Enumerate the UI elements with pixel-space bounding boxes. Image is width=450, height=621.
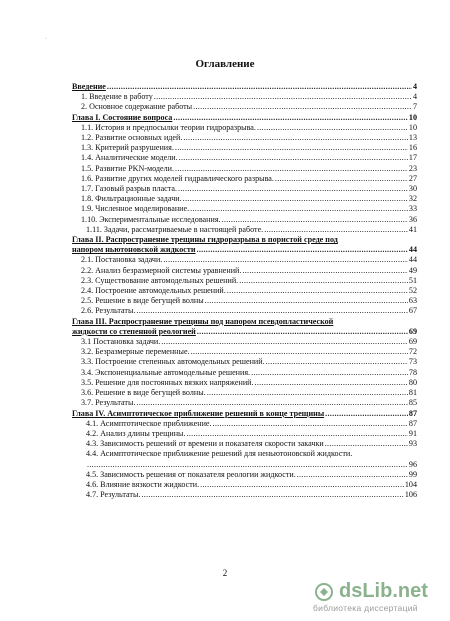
toc-leader-dots (191, 347, 408, 357)
toc-leader-dots (136, 306, 407, 316)
toc-page-number: 87 (408, 418, 417, 428)
watermark-subtitle: библиотека диссертаций (313, 603, 418, 613)
page-number: 2 (222, 568, 228, 578)
toc-entry-label: 1.9. Численное моделирование. (81, 204, 190, 214)
toc-entry-label: 1.8. Фильтрационные задачи. (81, 194, 182, 204)
toc-entry-label: 1.6. Развитие других моделей гидравлического разрыва. (81, 173, 274, 183)
toc-leader-dots (187, 429, 408, 439)
toc-item-row (72, 429, 417, 439)
toc-item-row (72, 419, 417, 429)
toc-chapter-row (72, 409, 417, 419)
toc-leader-dots (325, 409, 408, 419)
watermark-logo-text: dsLib.net (339, 580, 428, 602)
toc-leader-dots (255, 378, 408, 388)
toc-leader-dots (207, 388, 408, 398)
toc-page-number: 63 (408, 296, 417, 306)
toc-chapter-row (72, 235, 417, 245)
toc-leader-dots (275, 174, 408, 184)
toc-leader-dots (193, 102, 412, 112)
toc-page-number: 10 (408, 112, 417, 122)
toc-leader-dots (257, 123, 408, 133)
toc-item-row (72, 337, 417, 347)
toc-entry-label: напором ньютоновской жидкости (72, 245, 196, 255)
toc-leader-dots (200, 480, 404, 490)
toc-leader-dots (163, 255, 408, 265)
toc-entry-label: 1.11. Задачи, рассматриваемые в настоящей работе. (86, 224, 264, 234)
toc-item-row (72, 398, 417, 408)
toc-item-row (72, 296, 417, 306)
toc-item-row (72, 470, 417, 480)
toc-page-number: 44 (408, 255, 417, 265)
toc-entry-label: 3.3. Построение степенных автомодельных решений. (81, 357, 265, 367)
toc-page-number: 106 (404, 490, 417, 500)
toc-page-number: 87 (408, 408, 417, 418)
toc-page-number: 16 (408, 143, 417, 153)
toc-entry-label: 4.7. Результаты. (86, 490, 141, 500)
toc-page-number: 93 (408, 439, 417, 449)
toc-item-row (72, 286, 417, 296)
toc-page-number: 72 (408, 347, 417, 357)
toc-entry-label: 1.4. Аналитические модели. (81, 153, 178, 163)
toc-leader-dots (190, 204, 408, 214)
toc-item-row (72, 306, 417, 316)
toc-item-row (72, 449, 417, 459)
toc-page-number: 96 (408, 459, 417, 469)
toc-page-number: 52 (408, 286, 417, 296)
toc-page-number: 51 (408, 275, 417, 285)
toc-entry-label: 3.7. Результаты. (81, 398, 136, 408)
toc-item-row (72, 215, 417, 225)
toc-leader-dots (197, 327, 408, 337)
toc-item-row (72, 490, 417, 500)
toc-entry-label: 2. Основное содержание работы (81, 102, 193, 112)
toc-leader-dots (173, 113, 408, 123)
toc-page-number: 69 (408, 337, 417, 347)
toc-entry-label: 4.2. Анализ длины трещины. (86, 428, 186, 438)
toc-entry-label: 2.3. Существование автомодельных решений. (81, 275, 239, 285)
toc-item-row (72, 174, 417, 184)
toc-entry-label: 3.5. Решение для постоянных вязких напряжений. (81, 377, 254, 387)
toc-item-row (72, 225, 417, 235)
toc-entry-label: 2.6. Результаты. (81, 306, 136, 316)
toc-entry-label: 1.3. Критерий разрушения. (81, 143, 174, 153)
watermark (313, 580, 438, 616)
table-of-contents (72, 82, 417, 500)
toc-page-number: 104 (404, 479, 417, 489)
toc-item-row (72, 276, 417, 286)
toc-item-row (72, 378, 417, 388)
toc-entry-label: 2.5. Решение в виде бегущей волны (81, 296, 204, 306)
toc-entry-label: жидкости со степенной реологией (72, 326, 196, 336)
toc-entry-label: 1.5. Развитие PKN-модели. (81, 163, 175, 173)
toc-item-row (72, 480, 417, 490)
toc-leader-dots (325, 439, 408, 449)
toc-entry-label: 4.6. Влияние вязкости жидкости. (86, 479, 200, 489)
toc-item-row (72, 153, 417, 163)
toc-leader-dots (222, 215, 408, 225)
toc-leader-dots (205, 296, 408, 306)
dslib-logo-icon (315, 583, 333, 601)
toc-item-row (72, 347, 417, 357)
toc-leader-dots (175, 164, 408, 174)
toc-leader-dots (161, 337, 408, 347)
toc-item-row (72, 357, 417, 367)
toc-leader-dots (136, 398, 407, 408)
toc-item-row (72, 388, 417, 398)
toc-page-number: 4 (412, 92, 417, 102)
toc-item-row (72, 439, 417, 449)
toc-leader-dots (227, 286, 408, 296)
toc-item-row (72, 460, 417, 470)
toc-entry-label: 2.4. Построение автомодельных решений. (81, 286, 226, 296)
toc-leader-dots (266, 357, 408, 367)
toc-chapter-row (72, 317, 417, 327)
toc-entry-label: Глава II. Распространение трещины гидроразрыва в пористой среде под (72, 235, 338, 245)
toc-entry-label: Глава I. Состояние вопроса (72, 112, 173, 122)
toc-item-row (72, 143, 417, 153)
toc-leader-dots (141, 490, 403, 500)
toc-entry-label: 3.4. Экспоненциальные автомодельные решения. (81, 367, 251, 377)
toc-leader-dots (179, 153, 408, 163)
toc-leader-dots (297, 470, 408, 480)
toc-item-row (72, 266, 417, 276)
toc-page-number: 91 (408, 428, 417, 438)
toc-entry-label: 4.5. Зависимость решения от показателя реологии жидкости. (86, 469, 296, 479)
toc-page-number: 32 (408, 194, 417, 204)
toc-chapter-row (72, 327, 417, 337)
toc-page-number: 73 (408, 357, 417, 367)
toc-entry-label: 3.2. Безразмерные переменные. (81, 347, 190, 357)
toc-entry-label: 3.6. Решение в виде бегущей волны. (81, 388, 206, 398)
toc-leader-dots (213, 419, 408, 429)
toc-page-number: 44 (408, 245, 417, 255)
page-title: Оглавление (195, 58, 255, 70)
toc-entry-label: 1.10. Экспериментальные исследования. (81, 214, 221, 224)
toc-page-number: 7 (412, 102, 417, 112)
toc-entry-label: 4.1. Асимптотическое приближение. (86, 418, 212, 428)
toc-page-number: 80 (408, 377, 417, 387)
toc-page-number: 27 (408, 173, 417, 183)
toc-page-number: 4 (412, 82, 417, 91)
toc-page-number: 13 (408, 133, 417, 143)
toc-page-number: 30 (408, 184, 417, 194)
toc-entry-label: 4.3. Зависимость решений от времени и показателя скорости закачки (86, 439, 324, 449)
toc-page-number: 49 (408, 265, 417, 275)
toc-item-row (72, 92, 417, 102)
toc-leader-dots (154, 92, 412, 102)
toc-item-row (72, 368, 417, 378)
toc-entry-label: 2.2. Анализ безразмерной системы уравнений. (81, 265, 242, 275)
toc-page-number: 99 (408, 469, 417, 479)
scan-speck: · (45, 36, 47, 42)
toc-chapter-row (72, 113, 417, 123)
toc-entry-label: Введение (72, 82, 106, 91)
toc-leader-dots (251, 368, 408, 378)
toc-page-number: 41 (408, 224, 417, 234)
toc-leader-dots (175, 143, 408, 153)
toc-entry-label: 1.2. Развитие основных идей. (81, 133, 183, 143)
toc-item-row (72, 133, 417, 143)
toc-page-number: 85 (408, 398, 417, 408)
toc-leader-dots (183, 133, 408, 143)
toc-item-row (72, 123, 417, 133)
toc-page-number: 78 (408, 367, 417, 377)
toc-leader-dots (183, 194, 408, 204)
toc-item-row (72, 184, 417, 194)
toc-entry-label: 1.1. История и предпосылки теории гидроразрыва. (81, 122, 256, 132)
toc-leader-dots (87, 460, 408, 470)
toc-page-number: 36 (408, 214, 417, 224)
toc-entry-label: 1.7. Газовый разрыв пласта. (81, 184, 178, 194)
toc-leader-dots (264, 225, 408, 235)
toc-entry-label: 3.1 Постановка задачи. (81, 337, 161, 347)
toc-item-row (72, 204, 417, 214)
toc-entry-label: 1. Введение в работу (81, 92, 153, 102)
toc-page-number: 10 (408, 122, 417, 132)
toc-item-row (72, 255, 417, 265)
toc-page-number: 23 (408, 163, 417, 173)
toc-leader-dots (239, 276, 408, 286)
toc-leader-dots (197, 245, 408, 255)
toc-chapter-row (72, 82, 417, 92)
toc-item-row (72, 102, 417, 112)
toc-leader-dots (178, 184, 408, 194)
toc-entry-label: 2.1. Постановка задачи. (81, 255, 163, 265)
toc-item-row (72, 194, 417, 204)
toc-entry-label: Глава IV. Асимптотическое приближение решений в конце трещины (72, 408, 325, 418)
toc-chapter-row (72, 245, 417, 255)
toc-item-row (72, 164, 417, 174)
toc-entry-label: 4.4. Асимптотическое приближение решений для неньютоновской жидкости. (86, 449, 353, 459)
toc-leader-dots (107, 82, 412, 92)
toc-page-number: 17 (408, 153, 417, 163)
toc-page-number: 81 (408, 388, 417, 398)
toc-entry-label: Глава III. Распространение трещины под напором псевдопластической (72, 316, 334, 326)
toc-page-number: 67 (408, 306, 417, 316)
toc-leader-dots (242, 266, 408, 276)
toc-page-number: 33 (408, 204, 417, 214)
toc-page-number: 69 (408, 326, 417, 336)
